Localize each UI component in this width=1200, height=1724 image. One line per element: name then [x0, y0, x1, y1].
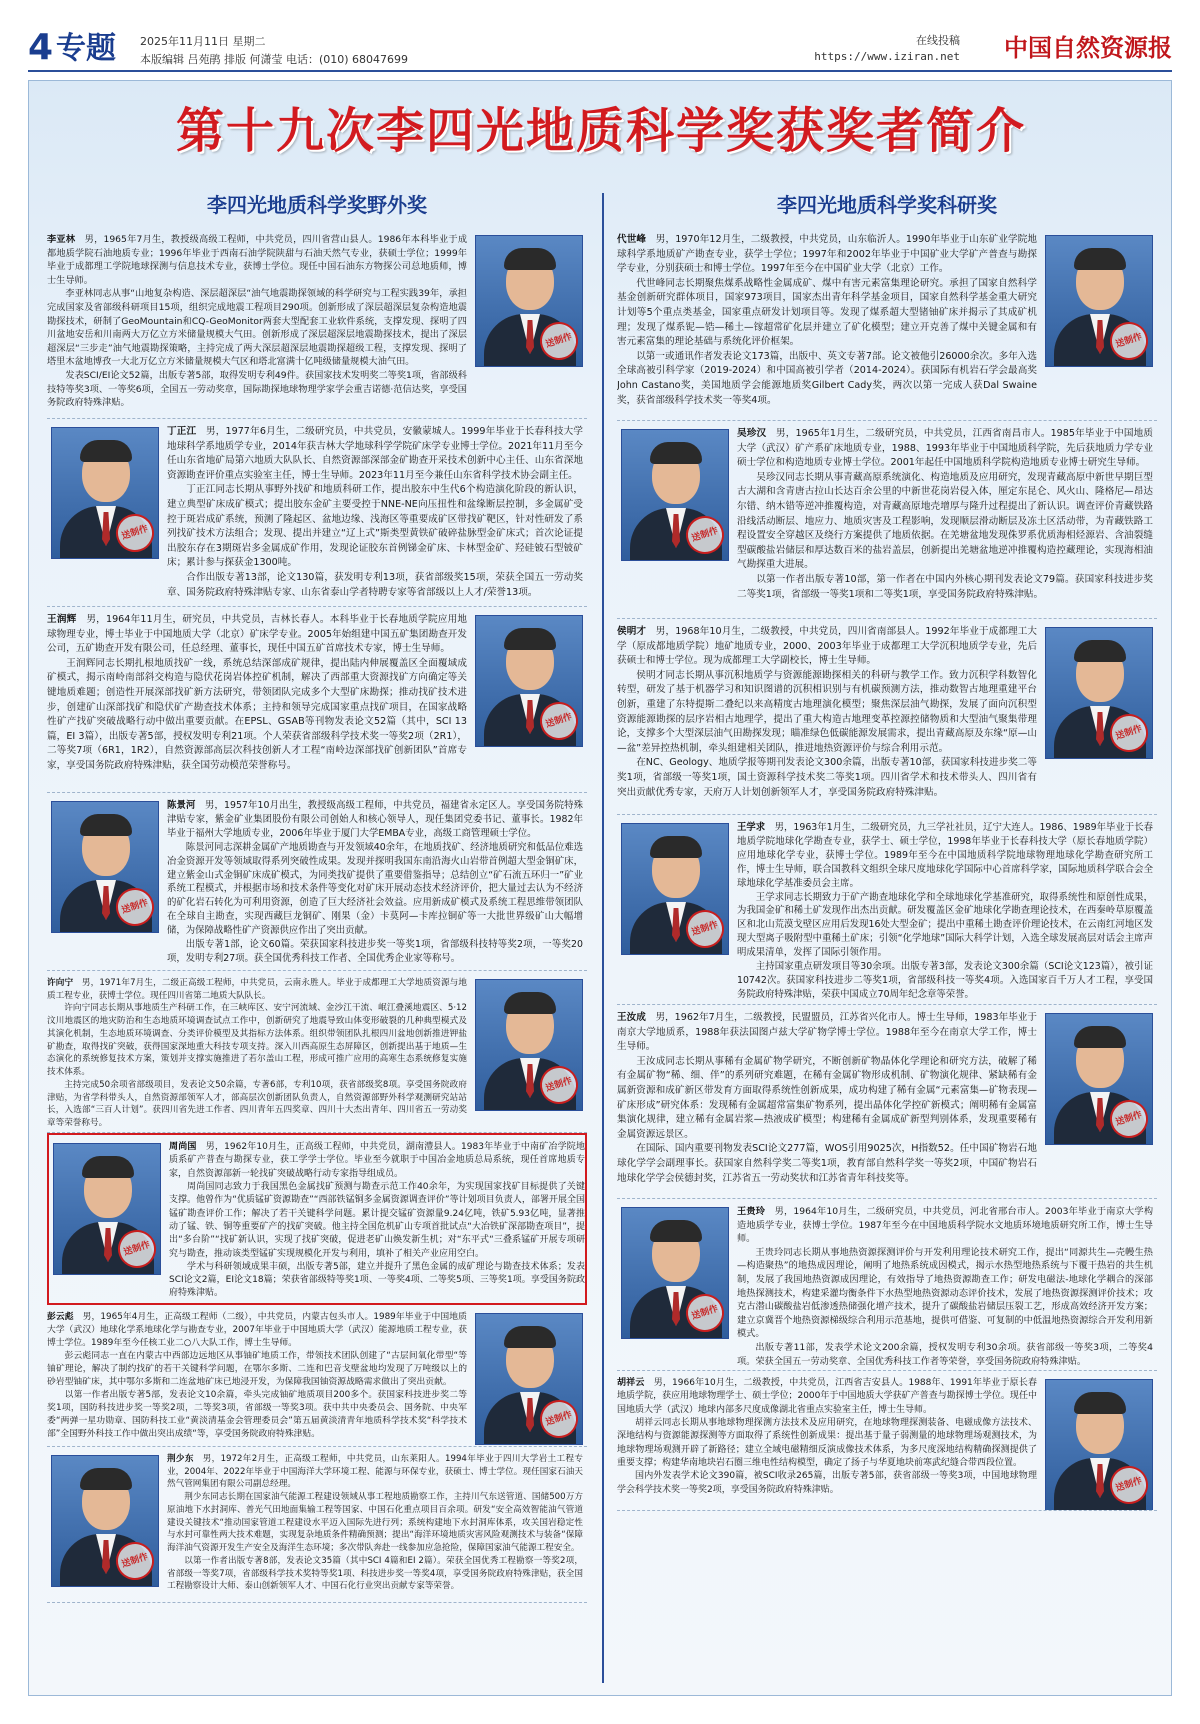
awardee-achievements: 周尚国同志致力于我国黑色金属找矿预测与勘查示范工作40余年，为实现国家找矿目标提供了关键支撑。他曾作为“优质锰矿资源勘查”“西部铁锰铜多金属资源调查评价”等计划项目负责人，部署开展全国锰矿勘查评价工作；解决了若干关键科学问题。累计提交锰矿资源量9.24亿吨，铁矿5.93亿吨，显著推动了锰、铁、铜等重要矿产的找矿突破。他主持全国危机矿山专项首批试点“大冶铁矿深部勘查项目”，提出“多台阶”“找矿新认识，实现了找矿突破，促进老矿山焕发新生机；对“东平式“三叠系锰矿开展专项研究与勘查，推动该类型锰矿实现规模化开发与利用，填补了相关产业应用空白。	[169, 1181, 585, 1259]
field-award-heading: 李四光地质科学奖野外奖	[207, 193, 427, 217]
awardee-intro: 男，1963年1月生，二级研究员，九三学社社员，辽宁大连人。1986、1989年毕业于长春地质学院地球化学勘查专业，获学士、硕士学位，1998年毕业于长春科技大学（原长春地质学院）应用地球化学专业，获博士学位。1989年至今在中国地质科学院地球物理地球化学勘查研究所工作，博士生导师，联合国教科文组织全球尺度地球化学国际中心首席科学家，国际地质科学联合会全球地球化学基准委员会主席。	[737, 822, 1153, 889]
editor-line: 本版编辑 吕苑鹃 排版 何潇莹 电话：(010) 68047699	[140, 53, 409, 66]
stamp-mark: 送制作	[535, 697, 583, 745]
awardee-name: 侯明才	[617, 626, 647, 637]
awardee-honors: 出版专著1部，论文60篇。荣获国家科技进步奖一等奖1项，省部级科技特等奖2项，一等奖20项，发明专利27项。获全国优秀科技工作者、全国优秀企业家等称号。	[167, 939, 583, 964]
stamp-mark: 送制作	[111, 883, 159, 931]
bio-text	[167, 425, 583, 600]
awardee-honors: 主持国家重点研发项目等30余项。出版专著3部，发表论文300余篇（SCI论文123篇），被引证10742次。获国家科技进步二等奖1项，省部级科技一等奖4项。入选国家百千万人才工程，享受国务院政府特殊津贴，荣获中国成立70周年纪念章等荣誉。	[737, 961, 1153, 1000]
awardee-name: 周尚国	[169, 1142, 197, 1152]
awardee-entry	[617, 421, 1157, 619]
portrait-photo	[51, 427, 159, 559]
portrait-photo	[1045, 1013, 1153, 1145]
bio-text	[167, 799, 583, 966]
section-name: 专题	[56, 31, 116, 66]
awardee-name: 荆少东	[167, 1454, 194, 1464]
bio-text	[617, 1377, 1037, 1497]
awardee-honors: 在国际、国内重要刊物发表SCI论文277篇，WOS引用9025次，H指数52。任中国矿物岩石地球化学学会副理事长。获国家自然科学奖二等奖1项，教育部自然科学奖一等奖2项，中国矿物岩石地球化学学会侯德封奖，江苏省五一劳动奖状和江苏省青年科技奖等。	[617, 1143, 1037, 1184]
awardee-honors: 学术与科研领域成果丰硕，出版专著5部，建立并提升了黑色金属的成矿理论与勘查技术体系；发表SCI论文2篇，EI论文18篇；荣获省部级特等奖1项、一等奖4项、二等奖5项、三等奖1项。享受国务院政府特殊津贴。	[169, 1261, 585, 1299]
stamp-mark: 送制作	[111, 509, 159, 557]
portrait-photo	[475, 1313, 583, 1445]
awardee-achievements: 吴珍汉同志长期从事青藏高原系统演化、构造地质及应用研究，发现青藏高原中新世早期巨型古大湖和含青唐古拉山长达百余公里的中新世花岗岩侵入体，厘定东昆仑、风火山、隆格尼—昂达尔错、纳木错等逆冲推覆构造，对青藏高原地壳增厚与隆升过程提出了新认识。调查评价青藏铁路沿线活动断层、地应力、地质灾害及工程影响，发现顺层滑动断层及冻土区活动带，为青藏铁路工程设置安全穿越区及绕行方案提供了地质依据。在羌塘盆地发现侏罗系优质海相烃源岩、含油裂缝型碳酸盐岩储层和厚达数百米的盐岩盖层，创新提出羌塘盆地逆冲推覆构造控藏理论，实现海相油气勘探重大进展。	[737, 471, 1153, 571]
portrait-photo	[621, 1207, 729, 1339]
column-divider	[602, 193, 604, 1683]
awardee-achievements: 陈景河同志深耕金属矿产地质勘查与开发领域40余年，在地质找矿、经济地质研究和低品位难选冶金资源开发等领域取得系列突破性成果。发现并探明我国东南沿海火山岩带首例超大型金铜矿床，建立紫金山式金铜矿床成矿模式，为同类找矿提供了重要借鉴指导；总结创立“矿石流五环归一”矿业系统工程模式，并根据市场和技术条件等变化对矿床开展动态技术经济评价，把大量过去认为不经济的矿化岩石转化为可利用资源，创造了巨大经济社会效益。应用新成矿模式及系统工程思维带领团队在全球自主勘查，实现西藏巨龙铜矿、刚果（金）卡莫阿—卡库拉铜矿等一大批世界级矿山大幅增储，为保障战略性矿产资源供应作出了突出贡献。	[167, 841, 583, 937]
awardee-achievements: 王学求同志长期致力于矿产勘查地球化学和全球地球化学基准研究，取得系统性和原创性成果，为我国金矿和稀土矿发现作出杰出贡献。研发覆盖区金矿地球化学勘查理论技术，在西秦岭草原覆盖区和北山荒漠戈壁区应用后发现16处大型金矿；提出中重稀土勘查评价理论技术，在云南红河地区发现大型离子吸附型中重稀土矿床；引领“化学地球”国际大科学计划，入选全球发展高层对话会主席声明成果清单，发挥了国际引领作用。	[737, 891, 1153, 959]
awardee-honors: 以第一作者出版专著5部，发表论文10余篇，牵头完成铀矿地质项目200多个。获国家科技进步奖二等奖1项，国防科技进步奖一等奖2项，二等奖3项，省部级一等奖3项。获中共中央委员会、国务院、中央军委“两弹一星功勋章、国防科技工业“黄淡清基金会管理委员会”第五届黄淡清青年地质科学技术奖“科学技术部”全国野外科技工作中做出突出成绩“等，享受国务院政府特殊津贴。	[47, 1390, 467, 1440]
awardee-achievements: 王汝成同志长期从事稀有金属矿物学研究，不断创新矿物晶体化学理论和研究方法，破解了稀有金属矿物“稀、细、伴”的系列研究难题，在稀有金属矿物形成机制、矿物演化规律、紧缺稀有金属新资源和成矿新区带发育方面取得系统性创新成果，成功构建了稀有金属“元素富集—矿物表现—矿床形成”研究体系：发现稀有金属超常富集矿物系列，提出晶体化学控矿新模式；阐明稀有金属富集演化规律，建立稀有金属岩浆—热液成矿模型；构建稀有金属成矿新型判别体系，发现重要稀有金属资源远景区。	[617, 1055, 1037, 1140]
awardee-intro: 男，1965年7月生，教授级高级工程师，中共党员，四川省营山县人。1986年本科毕业于成都地质学院石油地质专业；1996年毕业于西南石油学院陕甜与石油天然气专业，获硕士学位；1999年毕业于成都理工学院地球探测与信息技术专业，获博士学位。现任中国石油东方物探公司总地质师，博士生导师。	[47, 234, 468, 286]
bio-text	[617, 625, 1037, 800]
bio-text	[47, 1311, 467, 1441]
stamp-mark: 送制作	[681, 511, 729, 559]
bio-text	[737, 821, 1153, 1002]
portrait-photo	[51, 1455, 159, 1587]
awardee-name: 王汝成	[617, 1012, 646, 1023]
awardee-achievements: 王润辉同志长期扎根地质找矿一线，系统总结深部成矿规律，提出陆内伸展覆盖区全面覆域成矿模式，揭示南岭南部斜交构造与隐伏花岗岩体控矿机制，解决了西部重大资源找矿方向确定等关键地质难题；创造性开展深部找矿新方法研究，带领团队完成多个大型矿床勘探；推动找矿技术进步，创建矿山深部找矿和隐伏矿产勘查技术体系；主持和领导完成国家重点找矿项目，在国家战略性矿产找矿突破战略行动中做出重要贡献。在EPSL、GSAB等刊物发表论文52篇（其中，SCI 13篇，EI 3篇），出版专著5部，授权发明专利21项。个人荣获省部级科学技术奖一等奖2项（2R1），二等奖7项（6R1，1R2），自然资源部高层次科技创新人才工程“南岭边深部找矿创新团队”首席专家，享受国务院政府特殊津贴，获全国劳动模范荣誉称号。	[47, 657, 467, 771]
awardee-name: 彭云彪	[47, 1312, 74, 1322]
awardee-name: 吴珍汉	[737, 428, 767, 439]
bio-text	[737, 1205, 1153, 1368]
awardee-achievements: 侯明才同志长期从事沉积地质学与资源能源勘探相关的科研与教学工作。致力沉积学科数智化转型，研发了基于机器学习和知识图谱的沉积相识别与有机碳预测方法，推动数智古地理重建平台创新，重建了东特提斯二叠纪以来高精度古地理演化模型；聚焦深层油气勘探，发展了面向沉积型资源能源勘探的层序岩相古地理学，提出了重大构造古地理变革控源控储物质和大型油气聚集带理论，支撑多个大型深层油气田勘探发现；瞄准绿色低碳能源发展需求，提出青藏高原及东缘“原—山—盆”差异控热机制，牵头组建相关团队，推进地热资源评价与综合利用示范。	[617, 669, 1037, 754]
portrait-photo	[475, 615, 583, 747]
bio-text	[47, 977, 467, 1130]
awardee-intro: 男，1962年10月生，正高级工程师，中共党员，湖南澧县人。1983年毕业于中南矿冶学院地质系矿产普查与勘探专业，获工学学士学位。毕业至今就职于中国冶金地质总局系统，现任首席地质专家，自然资源部新一轮找矿突破战略行动专家指导组成员。	[169, 1142, 585, 1179]
online-url-link[interactable]: https://www.iziran.net	[814, 50, 960, 63]
stamp-mark: 送制作	[681, 1289, 729, 1337]
awardee-intro: 男，1968年10月生，二级教授，中共党员，四川省南部县人。1992年毕业于成都理工大学（原成都地质学院）地矿地质专业，2000、2003年毕业于成都理工大学沉积地质学专业，先后获硕士和博士学位。现为成都理工大学副校长，博士生导师。	[617, 626, 1038, 667]
awardee-honors: 以第一或通讯作者发表论文173篇，出版中、英文专著7部。论文被他引26000余次。多年入选全球高被引科学家（2019-2024）和中国高被引学者（2014-2024）。获国际有机岩石学会最高奖John Castano奖，美国地质学会能源地质奖Gilbert Cady奖，两次以第一完成人获Dal Swaine奖，获省部级科学技术奖一等奖4项。	[617, 350, 1037, 406]
date-line: 2025年11月11日 星期二	[140, 35, 266, 48]
bio-text	[47, 613, 467, 774]
portrait-photo	[621, 823, 729, 955]
awardee-entry	[47, 227, 587, 419]
awardee-achievements: 王贵玲同志长期从事地热资源探测评价与开发利用理论技术研究工作，提出“同源共生—壳幔生热—构造聚热”的地热成因理论，阐明了地热系统成因模式，揭示水热型地热系统与下覆干热岩的共生机制，发展了我国地热资源成因理论，有效指导了地热资源勘查工作；研发电磁法-地球化学耦合的深部地热探测技术，构建采灌均衡条件下水热型地热资源动态评价技术，发展了地热资源探测评价技术；攻克古潜山碳酸盐岩低渗透热储强化增产技术，提升了碳酸盐岩储层压裂工艺，形成高效经济开发方案；建立京冀晋个地热资源梯级综合利用示范基地，提供可借鉴、可复制的中低温地热资源综合开发利用新模式。	[737, 1246, 1153, 1340]
awardee-entry	[47, 793, 587, 971]
awardee-entry	[617, 815, 1157, 1005]
awardee-intro: 男，1962年7月生，二级教授，民盟盟员，江苏省兴化市人。博士生导师，1983年毕业于南京大学地质系，1988年获法国图卢兹大学矿物学博士学位。1988年至今在南京大学工作，博士生导师。	[617, 1012, 1038, 1053]
research-award-heading: 李四光地质科学奖科研奖	[777, 193, 997, 217]
awardee-honors: 合作出版专著13部，论文130篇，获发明专利13项，获省部级奖15项，荣获全国五一劳动奖章、国务院政府特殊津贴专家、山东省泰山学者特聘专家等省部级以上人才/荣誉13项。	[167, 571, 583, 598]
bio-text	[617, 1011, 1037, 1186]
stamp-mark: 送制作	[535, 1061, 583, 1109]
awardee-name: 李亚林	[47, 234, 76, 245]
field-award-column	[47, 191, 587, 1603]
portrait-photo	[621, 429, 729, 561]
feature-panel	[28, 80, 1172, 1696]
awardee-intro: 男，1971年7月生，二级正高级工程师，中共党员，云南永胜人。毕业于成都理工大学地质资源与地质工程专业，获博士学位。现任四川省第二地质大队队长。	[47, 978, 467, 1001]
awardee-achievements: 代世峰同志长期聚焦煤系战略性金属成矿、煤中有害元素富集理论研究。承担了国家自然科学基金创新研究群体项目，国家973项目，国家杰出青年科学基金项目，国家自然科学基金重大研究计划等5个重点类基金，国家重点研发计划项目等。发现了煤系超大型锗铀矿床并揭示了其成矿机理；发现了煤系铌—锆—稀土—镓超常矿化层并建立了矿化模型；建立开克善了煤中关键金属和有害元素富集的理论基础与系统化评价框架。	[617, 277, 1037, 348]
awardee-entry	[47, 419, 587, 607]
awardee-achievements: 荆少东同志长期在国家油气能源工程建设领域从事工程地质勘察工作，主持川气东送管道、国储500万方原油地下水封洞库、普光气田地面集输工程等国家、中国石化重点项目百余项。研发“安全高效智能油气管道建设关键技术“推动国家管道工程建设水平迈入国际先进行列；系统构建地下水封洞库体系，攻关国岩稳定性与水封可靠性两大技术难题，实现复杂地质条件精确预测；提出“海洋环境地质灾害风险观测技术与装备“保障海洋油气资源开发生产安全及海洋生态环境；多次带队奔赴一线参加应急抢险，保障国家油气能源工程安全。	[167, 1492, 583, 1554]
awardee-honors: 主持完成50余项省部级项目，发表论文50余篇，专著6部，专利10项，获省部级奖8项。享受国务院政府津贴，为省学科带头人，自然资源部领军人才，部高层次创新团队负责人，自然资源部野外科学观测研究站站长，入选部“三百人计划”。获四川省先进工作者、四川青年五四奖章、四川十大杰出青年、四川省五一劳动奖章等荣誉称号。	[47, 1079, 467, 1129]
awardee-entry	[617, 1199, 1157, 1371]
awardee-achievements: 丁正江同志长期从事野外找矿和地质科研工作，提出胶东中生代6个构造演化阶段的新认识，建立典型矿床成矿模式；提出胶东金矿主要受控于NNE-NE向压扭性和盆缘断层控制，多金属矿受控于斑岩成矿系统，预测了隆起区、盆地边缘、浅海区等重要成矿区带找矿靶区，针对性研发了系列找矿技术方法组合；发现、提出并建立“辽上式”斯类型黄铁矿破碎盐脉型金矿床式；首次论证提出胶东存在3期斑岩多金属成矿作用，发现论证胶东首例锑金矿床、卡林型金矿、羟硅铍石型铍矿床；累计参与探获金1300吨。	[167, 484, 583, 569]
stamp-mark: 送制作	[1105, 709, 1153, 757]
feature-title: 第十九次李四光地质科学奖获奖者简介	[175, 103, 1026, 159]
awardee-intro: 男，1972年2月生，正高级工程师，中共党员，山东莱阳人。1994年毕业于四川大学岩土工程专业，2004年、2022年毕业于中国海洋大学环境工程、能源与环保专业，获硕士、博士学位。现任国家石油天然气管网集团有限公司副总经理。	[167, 1454, 583, 1490]
awardee-intro: 男，1966年10月生，二级教授，中共党员，江西省吉安县人。1988年、1991年毕业于原长春地质学院，获应用地球物理学士、硕士学位；2000年于中国地质大学获矿产普查与勘探博士学位。现任中国地质大学（武汉）地球内部多尺度成像湖北省重点实验室主任，博士生导师。	[617, 1378, 1037, 1415]
awardee-entry	[47, 1447, 587, 1603]
bio-text	[617, 233, 1037, 408]
stamp-mark: 送制作	[681, 905, 729, 953]
awardee-entry	[617, 619, 1157, 815]
awardee-name: 许向宁	[47, 978, 74, 988]
awardee-entry	[47, 1305, 587, 1447]
portrait-photo	[1045, 1379, 1153, 1511]
awardee-achievements: 胡祥云同志长期从事地球物理探测方法技术及应用研究，在地球物理探测装备、电磁成像方法技术、深地结构与资源能源探测等方面取得了系统性创新成果：提出基于量子弱测量的地球物理场观测技术，为地球物理场观测开辟了新路径；建立全域电磁精细反演成像技术体系，为多尺度深地结构精确探测提供了重要支撑；构建华南地块岩石圈三维电性结构模型，确定了扬子与华夏地块前寒武纪缝合带西段位置。	[617, 1417, 1037, 1468]
awardee-honors: 以第一作者出版专著10部，第一作者在中国内外核心期刊发表论文79篇。获国家科技进步奖二等奖1项，省部级一等奖1项和二等奖1项，享受国务院政府特殊津贴。	[737, 573, 1153, 600]
awardee-intro: 男，1977年6月生，二级研究员，中共党员，安徽蒙城人。1999年毕业于长春科技大学地球科学系地质学专业，2014年获吉林大学地球科学学院矿床学专业博士学位。2021年11月至今任山东省地矿局第六地质大队队长、自然资源部深部金矿勘查开采技术创新中心主任、山东省深地资源勘查评价重点实验室主任，博士生导师。2023年11月至今兼任山东省科学技术协会副主任。	[167, 426, 584, 481]
bio-text	[167, 1453, 583, 1593]
awardee-achievements: 彭云彪同志一直在内蒙古中西部边远地区从事铀矿地质工作，带领技术团队创建了“古层间氧化带型“等铀矿理论，解决了制约找矿的若干关键科学问题，在鄂尔多斯、二连和巴音戈壁盆地均发现了万吨级以上的砂岩型铀矿床，其中鄂尔多斯和二连盆地矿床已地浸开发，为保障我国铀资源战略需求做出了突出贡献。	[47, 1351, 467, 1388]
awardee-honors: 以第一作者出版专著8部，发表论文35篇（其中SCI 4篇和EI 2篇）。荣获全国优秀工程勘察一等奖2项，省部级一等奖7项，省部级科学技术奖特等奖1项、科技进步奖一等奖4项，享受国务院政府特殊津贴，获全国工程勘察设计大师、泰山创新领军人才、中国石化行业突出贡献专家等荣誉。	[167, 1555, 583, 1592]
stamp-mark: 送制作	[1105, 1461, 1153, 1509]
stamp-mark: 送制作	[1105, 1095, 1153, 1143]
portrait-photo	[475, 235, 583, 367]
portrait-photo	[51, 801, 159, 933]
awardee-name: 王学求	[737, 822, 766, 833]
awardee-intro: 男，1965年1月生，二级研究员，中共党员，江西省南昌市人。1985年毕业于中国地质大学（武汉）矿产系矿床地质专业，1988、1993年毕业于中国地质科学院，先后获地质力学专业硕士学位和构造地质专业博士学位。2001年起任中国地质科学院构造地质专业博士研究生导师。	[737, 428, 1153, 469]
awardee-entry	[47, 971, 587, 1133]
research-award-column	[617, 191, 1157, 1511]
page-number: 4	[28, 27, 54, 68]
portrait-photo	[53, 1143, 161, 1275]
online-submission-label: 在线投稿	[916, 34, 960, 47]
awardee-name: 王润辉	[47, 614, 77, 625]
bio-text	[737, 427, 1153, 602]
awardee-entry	[617, 1371, 1157, 1511]
awardee-entry	[617, 227, 1157, 421]
awardee-intro: 男，1970年12月生，二级教授，中共党员，山东临沂人。1990年毕业于山东矿业学院地球科学系地质矿产勘查专业，获学士学位；1997年和2002年毕业于中国矿业大学矿产普查与勘探学专业，分别获硕士和博士学位。1997年至今在中国矿业大学（北京）工作。	[617, 234, 1038, 275]
awardee-intro: 男，1964年10月生，二级研究员，中共党员，河北省邢台市人。2003年毕业于南京大学构造地质学专业，获博士学位。1987年至今在中国地质科学院水文地质环境地质研究所工作，博士生导师。	[737, 1206, 1154, 1245]
bio-text	[47, 233, 467, 410]
awardee-name: 丁正江	[167, 426, 197, 437]
awardee-name: 胡祥云	[617, 1378, 645, 1388]
bio-text	[169, 1141, 585, 1301]
stamp-mark: 送制作	[535, 1395, 583, 1443]
awardee-name: 陈景河	[167, 800, 196, 811]
awardee-achievements: 李亚林同志从事“山地复杂构造、深层超深层“油气地震勘探领域的科学研究与工程实践39年，承担完成国家及省部级科研项目15项，组织完成地震工程项目290项。创新形成了深层超深层复杂构造地震勘探技术，研制了GeoMountain和CQ-GeoMonitor两套大型配套工业软件系统，支撑发现、探明了四川盆地安岳和川南两大万亿立方米储量规模大气田。创新形成了深层超深层地震勘探技术，提出了深层超深层“三步走”油气地震勘探策略，主持完成了两大深层超深层地震勘探超级工程，支撑发现、探明了塔里木盆地博孜一大北万亿立方米储量规模大气区和塔北富满十亿吨级储量规模大油气田。	[47, 288, 467, 368]
awardee-honors: 出版专著11部，发表学术论文200余篇，授权发明专利30余项。获省部级一等奖3项，二等奖4项。荣获全国五一劳动奖章、全国优秀科技工作者等荣誉，享受国务院政府特殊津贴。	[737, 1342, 1153, 1367]
awardee-intro: 男，1964年11月生，研究员，中共党员，吉林长春人。本科毕业于长春地质学院应用地球物理专业，博士毕业于中国地质大学（北京）矿床学专业。2005年始组建中国五矿集团勘查开发公司，五矿勘查开发有限公司，任总经理、董事长，现任中国五矿首席技术专家，博士生导师。	[47, 614, 468, 655]
awardee-entry	[47, 1133, 587, 1305]
stamp-mark: 送制作	[535, 317, 583, 365]
awardee-intro: 男，1965年4月生，正高级工程师（二级），中共党员，内蒙古包头市人。1989年毕业于中国地质大学（武汉）地球化学系地球化学与勘查专业，2007年毕业于中国地质大学（武汉）能源地质工程专业，获博士学位。1989年至今任核工业二○八大队工作，博士生导师。	[47, 1312, 467, 1349]
stamp-mark: 送制作	[111, 1537, 159, 1585]
awardee-achievements: 许向宁同志长期从事地质生产科研工作，在三峡库区、安宁河流域、金沙江干流、岷江叠溪地震区、5·12汶川地震区的地灾防治和生态地质环境调查试点工作中，创新研究了地震导致山体变形破裂的几种典型模式及其演化机制，生态地质环境调查、分类评价模型及其指标方法体系。组织带领团队扎根四川盆地创新推进钾盐矿勘查，取得找矿突破，获得国家深地重大科技专项支持。深入川西高原生态屏障区，创新提出基于地质—生态演化的系统修复技术方案，策划并支撑实施推进了若尔盖山工程，形成可推广应用的高寒生态系统修复实施技术体系。	[47, 1003, 467, 1078]
page-header	[28, 28, 1172, 72]
portrait-photo	[1045, 627, 1153, 759]
awardee-entry	[47, 607, 587, 793]
awardee-name: 王贵玲	[737, 1206, 766, 1217]
stamp-mark: 送制作	[1105, 317, 1153, 365]
awardee-name: 代世峰	[617, 234, 647, 245]
awardee-honors: 在NC、Geology、地质学报等期刊发表论文300余篇，出版专著10部，获国家科技进步奖二等奖1项，省部级一等奖1项，国土资源科学技术奖二等奖1项。四川省学术和技术带头人、四川省有突出贡献优秀专家，天府万人计划创新领军人才，享受国务院政府特殊津贴。	[617, 757, 1037, 798]
awardee-honors: 发表SCI/EI论文52篇，出版专著5部，取得发明专利49件。获国家技术发明奖二等奖1项，省部级科技特等奖3项、一等奖6项，全国五一劳动奖章，国际勘探地球物理学家学会重吉诺德·范信达奖，享受国务院政府特殊津贴。	[47, 370, 467, 409]
awardee-honors: 国内外发表学术论文390篇，被SCI收录265篇，出版专著5部，获省部级一等奖3项，中国地球物理学会科学技术奖一等奖2项，享受国务院政府特殊津贴。	[617, 1471, 1037, 1495]
newspaper-name: 中国自然资源报	[1004, 33, 1172, 62]
awardee-entry	[617, 1005, 1157, 1199]
stamp-mark: 送制作	[113, 1225, 161, 1273]
portrait-photo	[1045, 235, 1153, 367]
awardee-intro: 男，1957年10月出生，教授级高级工程师，中共党员，福建省永定区人。享受国务院特殊津贴专家，紫金矿业集团股份有限公司创始人和核心领导人，现任集团党委书记、董事长。1982年毕业于福州大学地质专业，2006年毕业于厦门大学EMBA专业，高级工商管理硕士学位。	[167, 800, 583, 839]
portrait-photo	[475, 979, 583, 1111]
